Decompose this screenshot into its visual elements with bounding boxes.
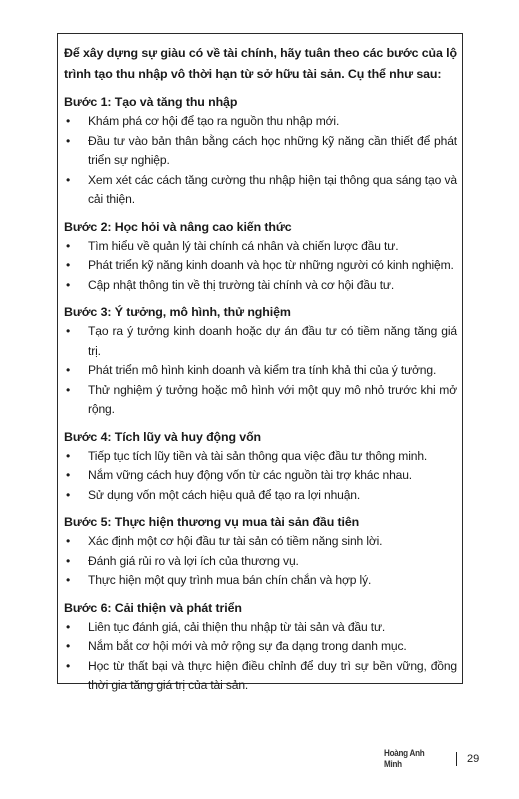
step-section [64,93,457,210]
list-item [64,571,457,591]
step-item-list [64,322,457,420]
list-item-text: Tiếp tục tích lũy tiền và tài sản thông qua việc đầu tư thông minh. [88,448,428,463]
footer-divider [456,752,457,766]
bullet-icon: • [66,534,71,548]
intro-paragraph: Để xây dựng sự giàu có về tài chính, hãy tuân theo các bước của lộ trình tạo thu nhập vô thời hạn từ sở hữu tài sản. Cụ thể như sau: [64,46,457,81]
list-item [64,322,457,361]
bullet-icon: • [66,619,71,634]
list-item-text: Thực hiện một quy trình mua bán chín chắn và hợp lý. [88,573,372,587]
bullet-icon: • [66,238,71,253]
list-item [64,486,457,506]
list-item-text: Tạo ra ý tưởng kinh doanh hoặc dự án đầu tư có tiềm năng tăng giá trị. [88,324,457,358]
bullet-icon: • [66,639,71,653]
list-item-text: Xem xét các cách tăng cường thu nhập hiện tại thông qua sáng tạo và cải thiện. [88,172,457,206]
list-item-text: Liên tục đánh giá, cải thiện thu nhập từ tài sản và đầu tư. [88,619,386,634]
list-item-text: Nắm bắt cơ hội mới và mở rộng sự đa dạng trong danh mục. [88,639,407,653]
list-item [64,237,457,257]
bullet-icon: • [66,324,71,338]
list-item-text: Đánh giá rủi ro và lợi ích của thương vụ. [88,553,299,568]
step-section [64,428,457,506]
list-item [64,532,457,552]
list-item [64,447,457,467]
bullet-icon: • [66,573,71,587]
list-item [64,361,457,381]
list-item [64,657,457,696]
bullet-icon: • [66,487,71,502]
bullet-icon: • [66,258,71,272]
list-item [64,171,457,210]
bullet-icon: • [66,277,71,292]
step-section [64,218,457,296]
bullet-icon: • [66,382,71,397]
step-item-list [64,532,457,591]
bullet-icon: • [66,133,71,148]
content-box [57,33,463,692]
step-item-list [64,618,457,696]
page-number: 29 [467,753,480,765]
step-title: Bước 4: Tích lũy và huy động vốn [64,429,262,444]
list-item-text: Phát triển kỹ năng kinh doanh và học từ những người có kinh nghiệm. [88,258,454,272]
list-item-text: Đầu tư vào bản thân bằng cách học những kỹ năng cần thiết để phát triển sự nghiệp. [88,133,457,167]
list-item-text: Phát triển mô hình kinh doanh và kiểm tra tính khả thi của ý tưởng. [88,363,437,377]
list-item [64,466,457,486]
list-item-text: Cập nhật thông tin về thị trường tài chính và cơ hội đầu tư. [88,277,395,292]
list-item-text: Học từ thất bại và thực hiện điều chỉnh để duy trì sự bền vững, đồng thời gia tăng giá trị của tài sản. [88,658,457,692]
bullet-icon: • [66,468,71,482]
step-item-list [64,112,457,210]
bullet-icon: • [66,114,71,128]
list-item [64,381,457,420]
step-title: Bước 1: Tạo và tăng thu nhập [64,95,238,109]
step-section [64,513,457,591]
list-item [64,618,457,638]
list-item [64,637,457,657]
page-footer [384,748,480,770]
step-section [64,599,457,696]
bullet-icon: • [66,363,71,377]
list-item-text: Khám phá cơ hội để tạo ra nguồn thu nhập mới. [88,114,340,128]
list-item-text: Nắm vững cách huy động vốn từ các nguồn tài trợ khác nhau. [88,468,413,482]
list-item-text: Tìm hiểu về quản lý tài chính cá nhân và chiến lược đầu tư. [88,238,399,253]
step-section [64,303,457,420]
author-name: Hoàng Anh Minh [384,748,425,770]
list-item [64,112,457,132]
bullet-icon: • [66,448,71,463]
bullet-icon: • [66,172,71,187]
list-item [64,276,457,296]
list-item-text: Sử dụng vốn một cách hiệu quả để tạo ra lợi nhuận. [88,487,361,502]
bullet-icon: • [66,658,71,673]
step-title: Bước 3: Ý tưởng, mô hình, thử nghiệm [64,305,291,319]
list-item [64,552,457,572]
list-item-text: Xác định một cơ hội đầu tư tài sản có tiềm năng sinh lời. [88,534,383,548]
step-item-list [64,237,457,296]
step-item-list [64,447,457,506]
sections-container [64,93,457,696]
step-title: Bước 6: Cải thiện và phát triển [64,600,242,615]
list-item-text: Thử nghiệm ý tưởng hoặc mô hình với một quy mô nhỏ trước khi mở rộng. [88,382,457,416]
list-item [64,132,457,171]
bullet-icon: • [66,553,71,568]
step-title: Bước 2: Học hỏi và nâng cao kiến thức [64,219,292,234]
list-item [64,256,457,276]
step-title: Bước 5: Thực hiện thương vụ mua tài sản đầu tiên [64,515,360,529]
